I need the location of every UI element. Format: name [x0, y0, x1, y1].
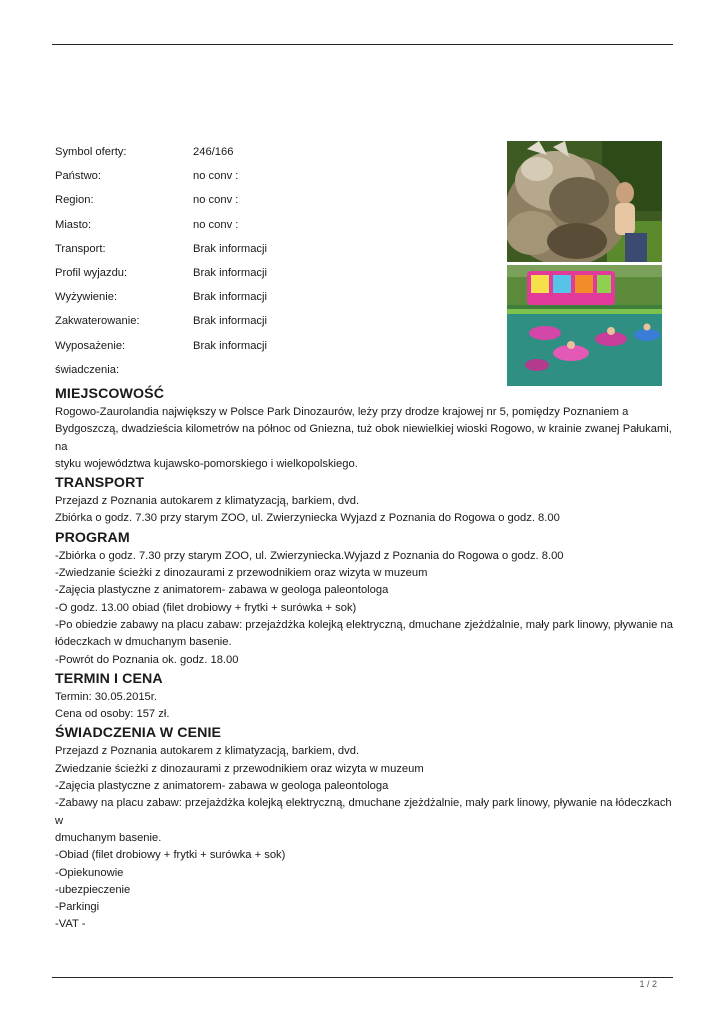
text-line: styku województwa kujawsko-pomorskiego i wielkopolskiego. — [55, 457, 358, 470]
section-text — [55, 743, 680, 933]
text-line: -Zajęcia plastyczne z animatorem- zabawa w geologa paleontologa — [55, 780, 389, 793]
info-row — [55, 213, 475, 237]
info-row — [55, 261, 475, 285]
text-line: -Zabawy na placu zabaw: przejażdżka kolejką elektryczną, dmuchane zjeżdżalnie, mały park linowy, pływanie na łódeczkach w — [55, 797, 672, 827]
text-line: -O godz. 13.00 obiad (filet drobiowy + frytki + surówka + sok) — [55, 601, 357, 614]
info-label: Zakwaterowanie: — [55, 315, 140, 328]
info-value: Brak informacji — [193, 339, 267, 352]
text-line: łódeczkach w dmuchanym basenie. — [55, 636, 232, 649]
section-termin — [55, 669, 680, 724]
info-label: Miasto: — [55, 218, 92, 231]
text-line: dmuchanym basenie. — [55, 831, 162, 844]
text-line: -Parkingi — [55, 901, 100, 914]
info-label: Wyposażenie: — [55, 339, 126, 352]
info-value: no conv : — [193, 218, 239, 231]
info-value: Brak informacji — [193, 267, 267, 280]
text-line: -VAT - — [55, 918, 86, 931]
info-label: świadczenia: — [55, 363, 120, 376]
section-heading: ŚWIADCZENIA W CENIE — [55, 725, 222, 742]
bottom-rule — [52, 977, 673, 978]
text-line: Cena od osoby: 157 zł. — [55, 708, 170, 721]
text-line: -Zbiórka o godz. 7.30 przy starym ZOO, ul. Zwierzyniecka.Wyjazd z Poznania do Rogowa o godz. 8.00 — [55, 549, 564, 562]
info-value: Brak informacji — [193, 315, 267, 328]
section-text — [55, 689, 680, 724]
text-line: Zbiórka o godz. 7.30 przy starym ZOO, ul. Zwierzyniecka Wyjazd z Poznania do Rogowa o godz. 8.00 — [55, 512, 560, 525]
dinosaur-photo — [507, 141, 662, 262]
section-program — [55, 528, 680, 669]
playground-boats-photo — [507, 265, 662, 386]
section-text — [55, 404, 680, 473]
info-row — [55, 237, 475, 261]
text-line: -Po obiedzie zabawy na placu zabaw: przejażdżka kolejką elektryczną, dmuchane zjeżdżalnie, mały park linowy, pływanie na — [55, 618, 673, 631]
info-value: Brak informacji — [193, 291, 267, 304]
text-line: Rogowo-Zaurolandia największy w Polsce Park Dinozaurów, leży przy drodze krajowej nr 5, pomiędzy Poznaniem a — [55, 406, 629, 418]
info-label: Region: — [55, 194, 94, 207]
section-text — [55, 548, 680, 669]
text-line: Termin: 30.05.2015r. — [55, 690, 157, 703]
info-row — [55, 285, 475, 309]
info-label: Symbol oferty: — [55, 146, 127, 159]
section-heading: TERMIN I CENA — [55, 670, 163, 687]
top-rule — [52, 44, 673, 45]
text-line: -Opiekunowie — [55, 866, 124, 879]
info-row — [55, 309, 475, 333]
offer-content — [55, 384, 680, 934]
text-line: Przejazd z Poznania autokarem z klimatyzacją, barkiem, dvd. — [55, 745, 360, 758]
text-line: -Zwiedzanie ścieżki z dinozaurami z przewodnikiem oraz wizyta w muzeum — [55, 567, 428, 580]
section-heading: MIEJSCOWOŚĆ — [55, 386, 165, 402]
section-heading: PROGRAM — [55, 529, 130, 546]
info-label: Transport: — [55, 242, 106, 255]
info-label: Wyżywienie: — [55, 291, 118, 304]
info-row — [55, 164, 475, 188]
info-value: Brak informacji — [193, 242, 267, 255]
info-value: 246/166 — [193, 146, 234, 159]
text-line: Bydgoszczą, dwadzieścia kilometrów na północ od Gniezna, tuż obok niewielkiej wioski Rogowo, w krainie zwanej Pałukami, na — [55, 423, 672, 453]
page-number: 1 / 2 — [639, 979, 657, 989]
info-label: Państwo: — [55, 170, 102, 183]
info-label: Profil wyjazdu: — [55, 267, 128, 280]
info-row — [55, 334, 475, 358]
text-line: -Obiad (filet drobiowy + frytki + surówka + sok) — [55, 849, 286, 862]
section-text — [55, 493, 680, 528]
info-value: no conv : — [193, 194, 239, 207]
info-row — [55, 188, 475, 212]
section-transport — [55, 473, 680, 528]
info-row — [55, 140, 475, 164]
text-line: -Powrót do Poznania ok. godz. 18.00 — [55, 653, 239, 666]
text-line: -ubezpieczenie — [55, 883, 131, 896]
text-line: Przejazd z Poznania autokarem z klimatyzacją, barkiem, dvd. — [55, 495, 360, 508]
section-heading: TRANSPORT — [55, 475, 145, 492]
info-row — [55, 358, 475, 382]
offer-info-table — [55, 140, 475, 382]
text-line: Zwiedzanie ścieżki z dinozaurami z przewodnikiem oraz wizyta w muzeum — [55, 762, 424, 775]
info-value: no conv : — [193, 170, 239, 183]
section-swiadczenia — [55, 723, 680, 933]
section-miejscowosc — [55, 384, 680, 473]
text-line: -Zajęcia plastyczne z animatorem- zabawa w geologa paleontologa — [55, 584, 389, 597]
